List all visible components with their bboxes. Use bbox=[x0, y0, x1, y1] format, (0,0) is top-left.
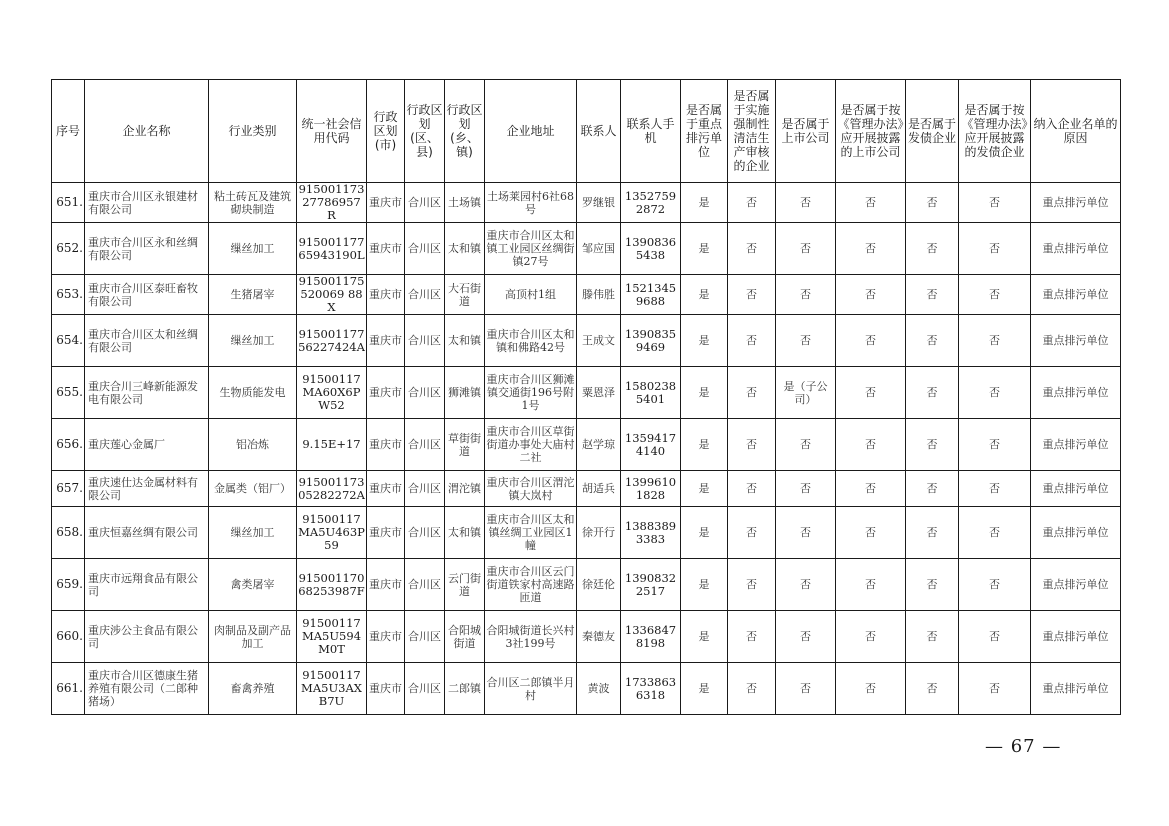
company-address-cell: 重庆市合川区草街街道办事处大庙村二社 bbox=[485, 419, 577, 471]
listed-company-flag-cell: 否 bbox=[776, 507, 836, 559]
row-number-cell: 659. bbox=[52, 559, 85, 611]
listed-disclosure-flag-cell: 否 bbox=[836, 315, 906, 367]
company-name-cell: 重庆莲心金属厂 bbox=[85, 419, 209, 471]
city-cell: 重庆市 bbox=[367, 611, 405, 663]
contact-phone-cell: 13908359469 bbox=[621, 315, 681, 367]
district-cell: 合川区 bbox=[405, 419, 445, 471]
company-address-cell: 重庆市合川区太和镇丝绸工业园区1幢 bbox=[485, 507, 577, 559]
industry-type-cell: 缫丝加工 bbox=[209, 223, 297, 275]
credit-code-cell: 915001175520069 88X bbox=[297, 275, 367, 315]
credit-code-cell: 91500117765943190L bbox=[297, 223, 367, 275]
key-polluter-flag-cell: 是 bbox=[681, 183, 728, 223]
clean-production-flag-cell: 否 bbox=[728, 275, 776, 315]
industry-type-cell: 生猪屠宰 bbox=[209, 275, 297, 315]
company-address-cell: 重庆市合川区云门街道铁家村高速路匝道 bbox=[485, 559, 577, 611]
listed-company-flag-cell: 否 bbox=[776, 663, 836, 715]
company-address-cell: 高顶村1组 bbox=[485, 275, 577, 315]
key-polluter-flag-cell: 是 bbox=[681, 471, 728, 507]
row-number-cell: 652. bbox=[52, 223, 85, 275]
table-header-row bbox=[52, 80, 1121, 183]
town-cell: 云门街道 bbox=[445, 559, 485, 611]
contact-phone-cell: 13594174140 bbox=[621, 419, 681, 471]
company-address-cell: 重庆市合川区渭沱镇大岚村 bbox=[485, 471, 577, 507]
inclusion-reason-cell: 重点排污单位 bbox=[1031, 471, 1121, 507]
key-polluter-flag-cell: 是 bbox=[681, 559, 728, 611]
company-address-cell: 重庆市合川区太和镇和佛路42号 bbox=[485, 315, 577, 367]
listed-disclosure-flag-cell: 否 bbox=[836, 367, 906, 419]
bond-issuer-flag-cell: 否 bbox=[906, 275, 959, 315]
inclusion-reason-cell: 重点排污单位 bbox=[1031, 419, 1121, 471]
key-polluter-flag-cell: 是 bbox=[681, 275, 728, 315]
bond-disclosure-flag-cell: 否 bbox=[959, 315, 1031, 367]
inclusion-reason-cell: 重点排污单位 bbox=[1031, 275, 1121, 315]
town-cell: 狮滩镇 bbox=[445, 367, 485, 419]
town-cell: 太和镇 bbox=[445, 315, 485, 367]
company-name-cell: 重庆市合川区德康生猪养殖有限公司（二郎种猪场） bbox=[85, 663, 209, 715]
industry-type-cell: 肉制品及副产品加工 bbox=[209, 611, 297, 663]
bond-issuer-flag-cell: 否 bbox=[906, 559, 959, 611]
district-cell: 合川区 bbox=[405, 663, 445, 715]
clean-production-flag-cell: 否 bbox=[728, 559, 776, 611]
bond-disclosure-flag-cell: 否 bbox=[959, 611, 1031, 663]
listed-company-flag-cell: 否 bbox=[776, 183, 836, 223]
industry-type-cell: 禽类屠宰 bbox=[209, 559, 297, 611]
bond-disclosure-flag-cell: 否 bbox=[959, 559, 1031, 611]
bond-disclosure-flag-cell: 否 bbox=[959, 471, 1031, 507]
bond-issuer-flag-cell: 否 bbox=[906, 315, 959, 367]
contact-person-cell: 邹应国 bbox=[577, 223, 621, 275]
industry-type-cell: 粘土砖瓦及建筑砌块制造 bbox=[209, 183, 297, 223]
credit-code-cell: 91500117MA5U463P59 bbox=[297, 507, 367, 559]
contact-phone-cell: 15213459688 bbox=[621, 275, 681, 315]
inclusion-reason-cell: 重点排污单位 bbox=[1031, 507, 1121, 559]
clean-production-flag-cell: 否 bbox=[728, 507, 776, 559]
bond-disclosure-flag-cell: 否 bbox=[959, 223, 1031, 275]
header-cell: 是否属于按《管理办法》应开展披露的上市公司 bbox=[836, 80, 906, 183]
header-cell: 企业名称 bbox=[85, 80, 209, 183]
town-cell: 二郎镇 bbox=[445, 663, 485, 715]
company-name-cell: 重庆市合川区泰旺畜牧有限公司 bbox=[85, 275, 209, 315]
bond-issuer-flag-cell: 否 bbox=[906, 183, 959, 223]
credit-code-cell: 91500117327786957R bbox=[297, 183, 367, 223]
district-cell: 合川区 bbox=[405, 507, 445, 559]
key-polluter-flag-cell: 是 bbox=[681, 367, 728, 419]
key-polluter-flag-cell: 是 bbox=[681, 611, 728, 663]
contact-phone-cell: 13908365438 bbox=[621, 223, 681, 275]
clean-production-flag-cell: 否 bbox=[728, 183, 776, 223]
contact-person-cell: 徐开行 bbox=[577, 507, 621, 559]
credit-code-cell: 91500117305282272A bbox=[297, 471, 367, 507]
row-number-cell: 658. bbox=[52, 507, 85, 559]
key-polluter-flag-cell: 是 bbox=[681, 223, 728, 275]
header-cell: 统一社会信用代码 bbox=[297, 80, 367, 183]
contact-person-cell: 秦德友 bbox=[577, 611, 621, 663]
bond-issuer-flag-cell: 否 bbox=[906, 507, 959, 559]
industry-type-cell: 生物质能发电 bbox=[209, 367, 297, 419]
table-row bbox=[52, 315, 1121, 367]
city-cell: 重庆市 bbox=[367, 367, 405, 419]
listed-company-flag-cell: 否 bbox=[776, 471, 836, 507]
town-cell: 土场镇 bbox=[445, 183, 485, 223]
bond-disclosure-flag-cell: 否 bbox=[959, 419, 1031, 471]
key-polluter-flag-cell: 是 bbox=[681, 663, 728, 715]
bond-issuer-flag-cell: 否 bbox=[906, 471, 959, 507]
bond-disclosure-flag-cell: 否 bbox=[959, 183, 1031, 223]
district-cell: 合川区 bbox=[405, 611, 445, 663]
company-address-cell: 重庆市合川区狮滩镇交通街196号附1号 bbox=[485, 367, 577, 419]
table-row bbox=[52, 183, 1121, 223]
listed-disclosure-flag-cell: 否 bbox=[836, 275, 906, 315]
company-name-cell: 重庆市合川区永和丝绸有限公司 bbox=[85, 223, 209, 275]
header-cell: 是否属于按《管理办法》应开展披露的发债企业 bbox=[959, 80, 1031, 183]
town-cell: 合阳城街道 bbox=[445, 611, 485, 663]
industry-type-cell: 畜禽养殖 bbox=[209, 663, 297, 715]
contact-person-cell: 王成文 bbox=[577, 315, 621, 367]
row-number-cell: 656. bbox=[52, 419, 85, 471]
listed-company-flag-cell: 否 bbox=[776, 559, 836, 611]
row-number-cell: 651. bbox=[52, 183, 85, 223]
inclusion-reason-cell: 重点排污单位 bbox=[1031, 315, 1121, 367]
bond-disclosure-flag-cell: 否 bbox=[959, 275, 1031, 315]
clean-production-flag-cell: 否 bbox=[728, 223, 776, 275]
city-cell: 重庆市 bbox=[367, 275, 405, 315]
row-number-cell: 653. bbox=[52, 275, 85, 315]
inclusion-reason-cell: 重点排污单位 bbox=[1031, 183, 1121, 223]
contact-person-cell: 赵学琼 bbox=[577, 419, 621, 471]
table-row bbox=[52, 275, 1121, 315]
key-polluter-flag-cell: 是 bbox=[681, 507, 728, 559]
listed-disclosure-flag-cell: 否 bbox=[836, 471, 906, 507]
company-name-cell: 重庆合川三峰新能源发电有限公司 bbox=[85, 367, 209, 419]
table-row bbox=[52, 507, 1121, 559]
header-cell: 是否属于实施强制性清洁生产审核的企业 bbox=[728, 80, 776, 183]
company-address-cell: 土场莱园村6社68号 bbox=[485, 183, 577, 223]
table-row bbox=[52, 611, 1121, 663]
listed-disclosure-flag-cell: 否 bbox=[836, 223, 906, 275]
listed-disclosure-flag-cell: 否 bbox=[836, 559, 906, 611]
company-name-cell: 重庆涉公主食品有限公司 bbox=[85, 611, 209, 663]
clean-production-flag-cell: 否 bbox=[728, 367, 776, 419]
row-number-cell: 654. bbox=[52, 315, 85, 367]
header-cell: 行政区划(区、县) bbox=[405, 80, 445, 183]
contact-phone-cell: 13368478198 bbox=[621, 611, 681, 663]
header-cell: 联系人 bbox=[577, 80, 621, 183]
company-name-cell: 重庆市合川区太和丝绸有限公司 bbox=[85, 315, 209, 367]
table-row bbox=[52, 471, 1121, 507]
contact-phone-cell: 13883893383 bbox=[621, 507, 681, 559]
industry-type-cell: 缫丝加工 bbox=[209, 315, 297, 367]
inclusion-reason-cell: 重点排污单位 bbox=[1031, 367, 1121, 419]
clean-production-flag-cell: 否 bbox=[728, 611, 776, 663]
contact-phone-cell: 13527592872 bbox=[621, 183, 681, 223]
listed-company-flag-cell: 否 bbox=[776, 275, 836, 315]
town-cell: 太和镇 bbox=[445, 507, 485, 559]
listed-disclosure-flag-cell: 否 bbox=[836, 663, 906, 715]
table-body bbox=[52, 183, 1121, 715]
key-polluter-flag-cell: 是 bbox=[681, 315, 728, 367]
header-cell: 行政区划(乡、镇) bbox=[445, 80, 485, 183]
bond-issuer-flag-cell: 否 bbox=[906, 223, 959, 275]
district-cell: 合川区 bbox=[405, 275, 445, 315]
clean-production-flag-cell: 否 bbox=[728, 471, 776, 507]
industry-type-cell: 缫丝加工 bbox=[209, 507, 297, 559]
industry-type-cell: 铝冶炼 bbox=[209, 419, 297, 471]
credit-code-cell: 91500117756227424A bbox=[297, 315, 367, 367]
listed-disclosure-flag-cell: 否 bbox=[836, 419, 906, 471]
industry-type-cell: 金属类（铝厂） bbox=[209, 471, 297, 507]
district-cell: 合川区 bbox=[405, 315, 445, 367]
town-cell: 大石街道 bbox=[445, 275, 485, 315]
bond-issuer-flag-cell: 否 bbox=[906, 419, 959, 471]
row-number-cell: 661. bbox=[52, 663, 85, 715]
inclusion-reason-cell: 重点排污单位 bbox=[1031, 559, 1121, 611]
header-cell: 是否属于上市公司 bbox=[776, 80, 836, 183]
city-cell: 重庆市 bbox=[367, 663, 405, 715]
bond-issuer-flag-cell: 否 bbox=[906, 663, 959, 715]
table-row bbox=[52, 663, 1121, 715]
contact-person-cell: 粟恩泽 bbox=[577, 367, 621, 419]
listed-disclosure-flag-cell: 否 bbox=[836, 183, 906, 223]
header-cell: 行业类别 bbox=[209, 80, 297, 183]
listed-company-flag-cell: 否 bbox=[776, 315, 836, 367]
bond-disclosure-flag-cell: 否 bbox=[959, 367, 1031, 419]
district-cell: 合川区 bbox=[405, 183, 445, 223]
listed-company-flag-cell: 否 bbox=[776, 223, 836, 275]
enterprise-list-table bbox=[51, 79, 1121, 715]
city-cell: 重庆市 bbox=[367, 419, 405, 471]
header-cell: 序号 bbox=[52, 80, 85, 183]
town-cell: 太和镇 bbox=[445, 223, 485, 275]
district-cell: 合川区 bbox=[405, 223, 445, 275]
credit-code-cell: 91500117MA60X6PW52 bbox=[297, 367, 367, 419]
company-name-cell: 重庆市合川区永银建材有限公司 bbox=[85, 183, 209, 223]
header-cell: 纳入企业名单的原因 bbox=[1031, 80, 1121, 183]
row-number-cell: 660. bbox=[52, 611, 85, 663]
company-name-cell: 重庆恒嘉丝绸有限公司 bbox=[85, 507, 209, 559]
header-cell: 行政区划(市) bbox=[367, 80, 405, 183]
clean-production-flag-cell: 否 bbox=[728, 315, 776, 367]
city-cell: 重庆市 bbox=[367, 223, 405, 275]
listed-company-flag-cell: 否 bbox=[776, 611, 836, 663]
company-name-cell: 重庆速仕达金属材料有限公司 bbox=[85, 471, 209, 507]
bond-issuer-flag-cell: 否 bbox=[906, 611, 959, 663]
town-cell: 草街街道 bbox=[445, 419, 485, 471]
credit-code-cell: 91500117MA5U3AXB7U bbox=[297, 663, 367, 715]
contact-phone-cell: 13908322517 bbox=[621, 559, 681, 611]
listed-company-flag-cell: 是（子公司） bbox=[776, 367, 836, 419]
clean-production-flag-cell: 否 bbox=[728, 663, 776, 715]
listed-disclosure-flag-cell: 否 bbox=[836, 507, 906, 559]
credit-code-cell: 9.15E+17 bbox=[297, 419, 367, 471]
row-number-cell: 657. bbox=[52, 471, 85, 507]
header-cell: 是否属于发债企业 bbox=[906, 80, 959, 183]
contact-person-cell: 罗继银 bbox=[577, 183, 621, 223]
listed-disclosure-flag-cell: 否 bbox=[836, 611, 906, 663]
contact-phone-cell: 15802385401 bbox=[621, 367, 681, 419]
clean-production-flag-cell: 否 bbox=[728, 419, 776, 471]
table-row bbox=[52, 419, 1121, 471]
inclusion-reason-cell: 重点排污单位 bbox=[1031, 223, 1121, 275]
contact-phone-cell: 17338636318 bbox=[621, 663, 681, 715]
header-cell: 企业地址 bbox=[485, 80, 577, 183]
company-address-cell: 合川区二郎镇半月村 bbox=[485, 663, 577, 715]
table-row bbox=[52, 223, 1121, 275]
bond-issuer-flag-cell: 否 bbox=[906, 367, 959, 419]
row-number-cell: 655. bbox=[52, 367, 85, 419]
town-cell: 渭沱镇 bbox=[445, 471, 485, 507]
contact-person-cell: 胡适兵 bbox=[577, 471, 621, 507]
contact-phone-cell: 13996101828 bbox=[621, 471, 681, 507]
district-cell: 合川区 bbox=[405, 559, 445, 611]
header-cell: 联系人手机 bbox=[621, 80, 681, 183]
company-address-cell: 重庆市合川区太和镇工业园区丝绸街镇27号 bbox=[485, 223, 577, 275]
table-row bbox=[52, 559, 1121, 611]
city-cell: 重庆市 bbox=[367, 183, 405, 223]
key-polluter-flag-cell: 是 bbox=[681, 419, 728, 471]
listed-company-flag-cell: 否 bbox=[776, 419, 836, 471]
city-cell: 重庆市 bbox=[367, 559, 405, 611]
bond-disclosure-flag-cell: 否 bbox=[959, 507, 1031, 559]
contact-person-cell: 徐廷伦 bbox=[577, 559, 621, 611]
page-number: — 67 — bbox=[985, 736, 1062, 757]
credit-code-cell: 91500117MA5U594M0T bbox=[297, 611, 367, 663]
city-cell: 重庆市 bbox=[367, 471, 405, 507]
inclusion-reason-cell: 重点排污单位 bbox=[1031, 611, 1121, 663]
company-name-cell: 重庆市远翔食品有限公司 bbox=[85, 559, 209, 611]
contact-person-cell: 黄波 bbox=[577, 663, 621, 715]
inclusion-reason-cell: 重点排污单位 bbox=[1031, 663, 1121, 715]
contact-person-cell: 滕伟胜 bbox=[577, 275, 621, 315]
district-cell: 合川区 bbox=[405, 471, 445, 507]
header-cell: 是否属于重点排污单位 bbox=[681, 80, 728, 183]
table-row bbox=[52, 367, 1121, 419]
city-cell: 重庆市 bbox=[367, 315, 405, 367]
company-address-cell: 合阳城街道长兴村3社199号 bbox=[485, 611, 577, 663]
credit-code-cell: 91500117068253987F bbox=[297, 559, 367, 611]
bond-disclosure-flag-cell: 否 bbox=[959, 663, 1031, 715]
district-cell: 合川区 bbox=[405, 367, 445, 419]
city-cell: 重庆市 bbox=[367, 507, 405, 559]
